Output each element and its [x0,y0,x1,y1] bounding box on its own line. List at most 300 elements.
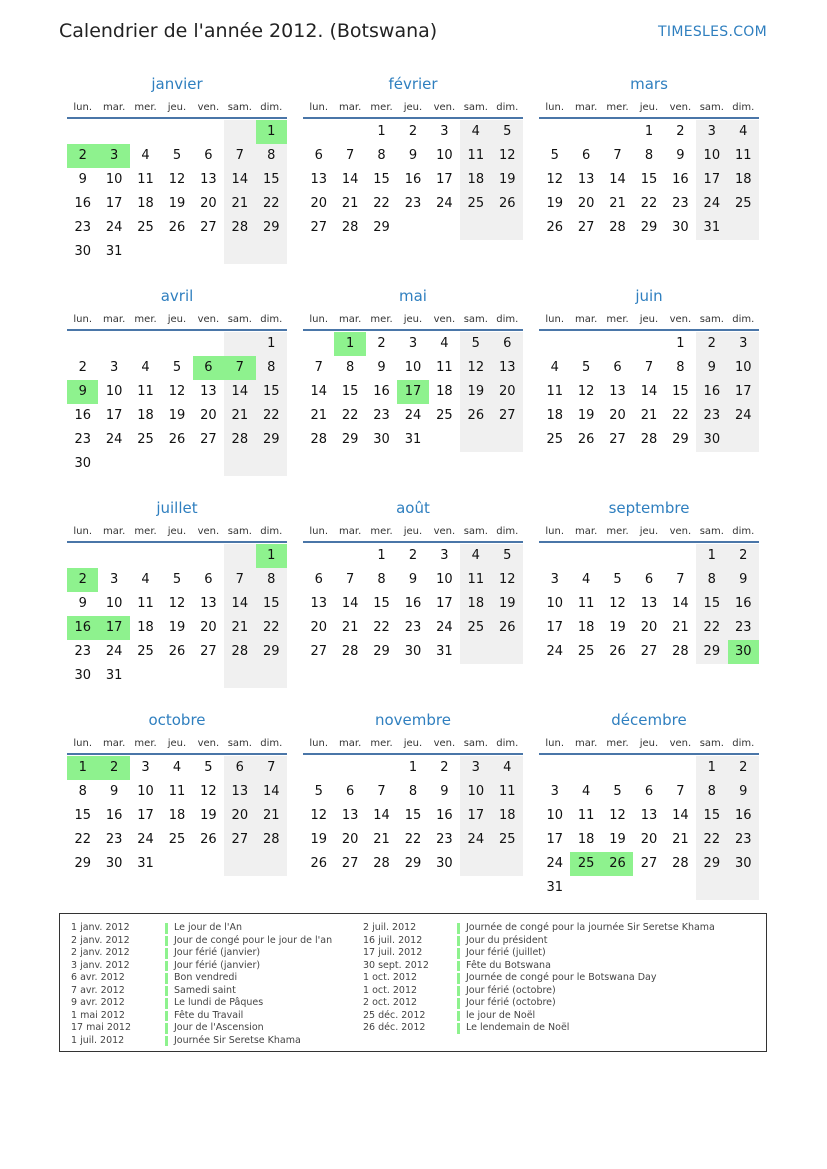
day-cell: 23 [696,404,727,428]
day-grid [303,332,523,452]
day-cell: 19 [168,196,186,211]
weekday-header [67,524,287,543]
day-cell: 10 [546,596,563,611]
day-cell: 31 [137,856,154,871]
day-cell: 29 [696,852,727,876]
day-cell: 12 [577,384,595,399]
day-cell-holiday: 26 [602,852,633,876]
day-cell: 3 [440,124,449,139]
day-empty [193,240,224,264]
weekday-label: sam. [699,738,724,749]
day-cell: 17 [105,408,123,423]
weekday-label: ven. [669,738,692,749]
day-cell: 13 [640,596,658,611]
day-cell: 30 [436,856,453,871]
day-cell: 13 [640,808,658,823]
day-cell: 25 [168,832,186,847]
day-cell: 17 [696,168,727,192]
weekday-label: mar. [103,738,126,749]
day-cell: 16 [105,808,123,823]
day-cell: 27 [200,644,217,659]
day-empty [492,216,523,240]
holiday-list-right [363,922,715,1035]
day-cell: 16 [74,196,91,211]
month-11 [531,706,767,918]
day-cell: 22 [256,404,287,428]
month-6 [59,494,295,706]
day-empty [193,664,224,688]
weekday-label: sam. [463,102,488,113]
day-cell: 4 [141,360,150,375]
month-title: septembre [608,499,690,517]
holiday-row [71,1035,332,1048]
day-cell: 10 [728,356,759,380]
day-grid [67,332,287,476]
day-cell: 16 [373,384,390,399]
day-cell: 22 [672,408,689,423]
weekday-label: mer. [134,102,157,113]
day-cell: 13 [200,596,217,611]
day-cell: 16 [728,804,759,828]
day-cell: 6 [224,756,255,780]
day-empty [633,332,664,356]
day-cell: 25 [546,432,563,447]
day-cell: 15 [404,808,422,823]
day-empty [224,452,255,476]
weekday-header [67,312,287,331]
day-cell: 26 [577,432,595,447]
holiday-date: 2 oct. 2012 [363,997,418,1008]
weekday-label: ven. [669,314,692,325]
day-cell: 19 [492,592,523,616]
day-empty [161,332,192,356]
day-cell: 22 [341,408,359,423]
month-title: janvier [151,75,203,93]
holiday-marker [457,1023,460,1034]
day-cell: 28 [373,856,390,871]
weekday-label: ven. [197,526,220,537]
holiday-name: Jour du président [466,934,548,946]
holiday-name: Le jour de l'An [174,922,243,933]
day-cell: 13 [310,172,327,187]
day-cell: 29 [256,640,287,664]
day-cell: 30 [74,668,91,683]
day-cell: 13 [224,780,255,804]
day-cell: 20 [341,832,359,847]
day-cell: 29 [256,216,287,240]
day-cell: 16 [74,408,91,423]
weekday-label: jeu. [167,738,187,749]
weekday-label: sam. [463,526,488,537]
day-cell: 25 [137,644,154,659]
weekday-label: jeu. [167,102,187,113]
day-cell: 5 [204,760,213,775]
day-cell: 7 [314,360,323,375]
day-empty [633,544,664,568]
day-cell: 6 [613,360,622,375]
day-cell: 7 [644,360,654,375]
day-cell: 16 [404,596,422,611]
day-empty [492,428,523,452]
weekday-label: mar. [575,102,598,113]
day-cell: 18 [137,620,154,635]
day-empty [728,428,759,452]
day-cell: 16 [672,172,689,187]
day-grid [303,756,523,876]
weekday-label: mar. [103,314,126,325]
day-cell: 4 [550,360,559,375]
day-cell: 5 [613,572,622,587]
weekday-label: mar. [575,314,598,325]
weekday-label: lun. [309,526,329,537]
month-1 [295,70,531,282]
weekday-label: mer. [606,102,629,113]
day-cell: 21 [224,404,255,428]
day-cell: 20 [224,804,255,828]
day-cell: 2 [728,756,759,780]
weekday-label: dim. [732,526,755,537]
holiday-date: 1 juil. 2012 [71,1034,125,1046]
holiday-row [71,1010,332,1023]
day-cell: 11 [492,780,523,804]
day-cell: 19 [168,408,186,423]
weekday-label: sam. [227,526,252,537]
day-cell: 25 [436,408,453,423]
weekday-label: mer. [134,738,157,749]
weekday-header [67,100,287,119]
holiday-row [363,935,715,948]
day-cell: 27 [310,644,327,659]
day-cell: 14 [341,596,359,611]
holiday-marker [165,961,168,972]
day-cell: 7 [345,572,355,587]
holiday-row [71,972,332,985]
day-empty [602,544,633,568]
holiday-name: Bon vendredi [174,972,238,983]
holiday-row [71,1022,332,1035]
day-cell: 30 [74,456,91,471]
day-cell: 4 [440,336,449,351]
day-cell: 29 [404,856,422,871]
day-empty [602,120,633,144]
day-cell: 6 [581,148,591,163]
day-cell: 13 [341,808,359,823]
weekday-label: jeu. [167,314,187,325]
day-cell: 18 [168,808,186,823]
day-empty [728,216,759,240]
weekday-label: ven. [197,738,220,749]
day-cell: 20 [200,196,217,211]
day-cell: 8 [696,780,727,804]
day-empty [98,544,129,568]
day-cell: 24 [105,220,123,235]
weekday-label: jeu. [639,102,659,113]
day-cell: 25 [577,644,595,659]
holiday-row [363,972,715,985]
day-cell: 27 [200,432,217,447]
holiday-marker [457,961,460,972]
day-cell: 12 [609,596,626,611]
day-empty [334,756,365,780]
day-empty [539,544,570,568]
day-cell: 13 [200,172,217,187]
weekday-header [303,524,523,543]
day-empty [224,664,255,688]
day-cell: 11 [436,360,453,375]
day-cell: 16 [404,172,422,187]
day-cell: 14 [310,384,327,399]
day-cell: 24 [404,408,422,423]
day-cell: 2 [696,332,727,356]
weekday-label: ven. [433,738,456,749]
holiday-row [71,935,332,948]
weekday-header [539,736,759,755]
day-cell: 16 [436,808,453,823]
holiday-name: Jour de congé pour le jour de l'an [174,934,333,946]
day-empty [570,332,601,356]
day-cell: 8 [345,360,355,375]
day-cell: 8 [256,356,287,380]
day-empty [161,240,192,264]
day-cell: 11 [546,384,563,399]
day-empty [665,876,696,900]
weekday-label: mer. [370,102,393,113]
day-cell: 27 [200,220,217,235]
day-empty [161,120,192,144]
day-cell: 2 [408,124,418,139]
day-empty [130,240,161,264]
weekday-header [67,736,287,755]
day-cell: 4 [141,572,150,587]
holiday-date: 17 juil. 2012 [363,947,423,958]
day-cell: 22 [373,620,390,635]
day-grid [67,544,287,688]
day-empty [193,332,224,356]
holiday-marker [165,1036,168,1047]
holiday-marker [457,923,460,934]
day-cell: 15 [341,384,359,399]
day-cell: 15 [640,172,658,187]
day-cell: 24 [436,620,453,635]
weekday-label: ven. [197,314,220,325]
holiday-marker [457,986,460,997]
day-empty [130,544,161,568]
day-cell: 4 [172,760,182,775]
weekday-label: sam. [463,314,488,325]
day-cell: 17 [436,596,453,611]
holiday-marker [165,998,168,1009]
weekday-label: lun. [309,738,329,749]
weekday-label: jeu. [403,738,423,749]
holiday-date: 3 janv. 2012 [71,959,130,971]
day-empty [728,876,759,900]
day-cell: 12 [168,384,186,399]
day-empty [492,640,523,664]
holiday-date: 2 juil. 2012 [363,922,417,933]
day-cell: 2 [440,760,449,775]
weekday-label: mer. [370,526,393,537]
day-cell: 21 [640,408,658,423]
day-cell-holiday: 6 [193,356,224,380]
holiday-row [363,1010,715,1023]
day-cell: 8 [676,360,685,375]
day-cell: 7 [224,568,255,592]
day-cell: 9 [408,572,418,587]
day-cell: 23 [404,196,422,211]
holiday-marker [165,948,168,959]
day-cell: 23 [105,832,123,847]
day-cell: 19 [168,620,186,635]
day-empty [570,120,601,144]
day-cell: 21 [609,196,626,211]
day-cell: 20 [200,620,217,635]
day-cell: 6 [314,572,323,587]
month-title: novembre [375,711,451,729]
day-cell: 14 [640,384,658,399]
day-cell: 8 [377,148,386,163]
day-cell: 9 [676,148,685,163]
day-cell-holiday: 7 [224,356,255,380]
weekday-label: mer. [606,738,629,749]
weekday-label: sam. [227,738,252,749]
day-cell: 24 [546,644,563,659]
day-cell: 28 [224,216,255,240]
holiday-list [59,913,767,1052]
weekday-label: mar. [103,102,126,113]
day-empty [460,216,491,240]
holiday-name: Journée de congé pour la journée Sir Seretse Khama [466,922,715,933]
day-cell: 24 [546,856,563,871]
day-empty [193,452,224,476]
day-cell: 25 [137,220,154,235]
brand-link[interactable]: TIMESLES.COM [658,24,767,40]
day-cell: 8 [78,784,87,799]
day-empty [460,640,491,664]
day-cell: 15 [373,596,390,611]
day-cell: 14 [224,592,255,616]
holiday-date: 1 janv. 2012 [71,922,130,933]
day-cell: 12 [310,808,327,823]
weekday-label: dim. [260,526,283,537]
weekday-label: dim. [496,526,519,537]
holiday-date: 2 janv. 2012 [71,947,130,958]
day-cell: 28 [672,856,689,871]
day-cell: 3 [550,572,559,587]
day-cell: 8 [408,784,418,799]
weekday-label: mer. [134,314,157,325]
day-empty [334,120,365,144]
month-0 [59,70,295,282]
day-cell: 31 [105,668,123,683]
day-empty [193,544,224,568]
day-empty [570,756,601,780]
day-cell: 27 [640,644,658,659]
weekday-label: jeu. [403,102,423,113]
day-cell: 6 [644,572,654,587]
holiday-date: 25 déc. 2012 [363,1009,426,1021]
weekday-label: lun. [545,314,565,325]
weekday-header [539,524,759,543]
holiday-name: Journée de congé pour le Botswana Day [466,972,657,983]
month-title: avril [160,287,194,305]
day-cell: 15 [696,592,727,616]
day-cell: 21 [672,832,689,847]
day-cell: 7 [345,148,355,163]
weekday-label: dim. [496,314,519,325]
day-cell: 17 [436,172,453,187]
day-cell: 8 [377,572,386,587]
day-cell: 7 [224,144,255,168]
day-cell: 5 [460,332,491,356]
day-cell: 23 [728,616,759,640]
day-cell: 11 [460,144,491,168]
day-cell: 17 [105,196,123,211]
day-cell: 15 [373,172,390,187]
day-cell: 20 [310,620,327,635]
day-cell: 9 [78,596,87,611]
day-cell: 14 [224,380,255,404]
day-cell: 3 [550,784,559,799]
day-empty [397,216,428,240]
weekday-label: lun. [309,314,329,325]
day-cell: 19 [546,196,563,211]
day-cell: 25 [137,432,154,447]
day-cell: 19 [577,408,595,423]
day-cell: 6 [345,784,355,799]
day-cell: 27 [310,220,327,235]
holiday-name: Journée Sir Seretse Khama [174,1034,301,1046]
day-cell: 4 [581,572,591,587]
day-cell: 23 [436,832,453,847]
holiday-marker [457,973,460,984]
day-cell: 3 [109,572,119,587]
day-empty [602,332,633,356]
day-cell: 20 [200,408,217,423]
day-cell: 3 [728,332,759,356]
day-empty [366,756,397,780]
month-4 [295,282,531,494]
day-cell: 24 [105,644,123,659]
weekday-label: sam. [463,738,488,749]
day-empty [602,876,633,900]
day-cell: 5 [314,784,323,799]
day-cell: 7 [613,148,622,163]
day-empty [161,852,192,876]
weekday-label: ven. [433,526,456,537]
day-empty [633,756,664,780]
day-empty [539,120,570,144]
day-grid [539,544,759,664]
holiday-marker [165,1023,168,1034]
day-cell: 17 [546,620,563,635]
day-grid [67,756,287,876]
day-cell: 30 [404,644,422,659]
holiday-row [71,947,332,960]
day-empty [633,876,664,900]
day-empty [303,544,334,568]
day-cell: 30 [105,856,123,871]
day-cell: 15 [672,384,689,399]
day-cell-holiday: 1 [256,544,287,568]
day-cell: 12 [492,144,523,168]
day-cell-holiday: 30 [728,640,759,664]
day-cell: 19 [200,808,217,823]
holiday-name: le jour de Noël [466,1009,536,1021]
day-cell: 18 [492,804,523,828]
day-cell: 1 [377,124,386,139]
day-cell-holiday: 1 [334,332,365,356]
day-cell: 2 [676,124,685,139]
